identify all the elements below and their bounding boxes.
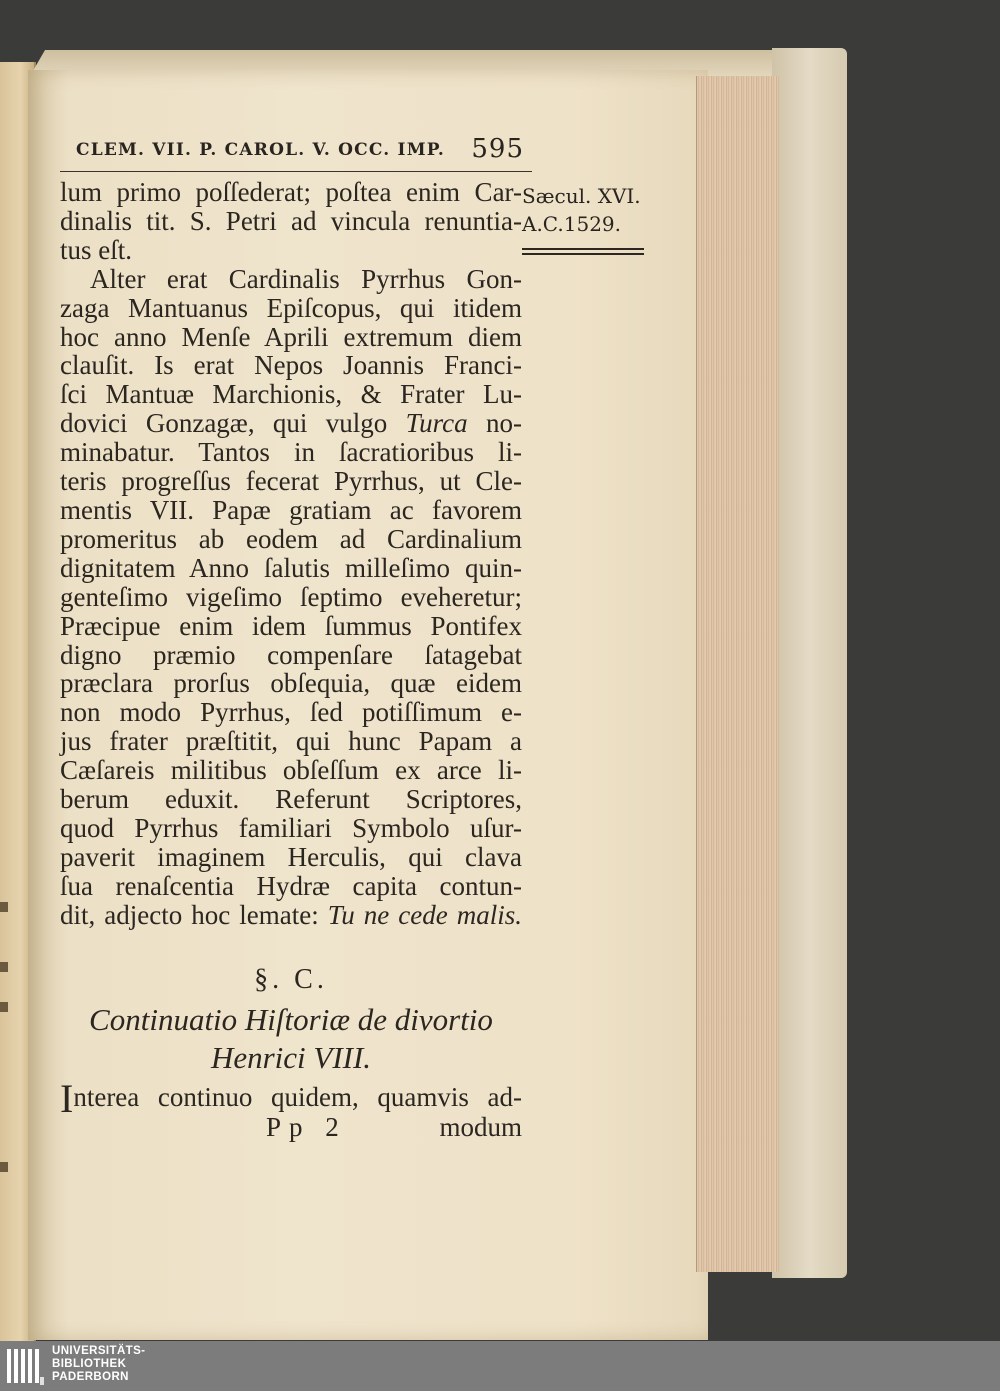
library-name-line: UNIVERSITÄTS- bbox=[52, 1345, 146, 1357]
text-line: dinalis tit. S. Petri ad vincula renuntia- bbox=[60, 205, 522, 236]
text-line: ſua renaſcentia Hydræ capita contun- bbox=[60, 870, 522, 901]
running-head-text: CLEM. VII. P. CAROL. V. OCC. IMP. bbox=[76, 140, 445, 160]
text-line: clauſit. Is erat Nepos Joannis Franci- bbox=[60, 350, 522, 381]
text-line: berum eduxit. Referunt Scriptores, bbox=[60, 784, 522, 815]
text-line bbox=[60, 901, 522, 930]
margin-note-year: A.C.1529. bbox=[522, 212, 622, 236]
signature-mark: Pp 2 bbox=[266, 1112, 347, 1142]
italic-word: Turca bbox=[405, 408, 468, 439]
text-line: jus frater præſtitit, qui hunc Papam a bbox=[60, 726, 522, 757]
page-mark bbox=[0, 1162, 8, 1172]
text-line: quod Pyrrhus familiari Symbolo uſur- bbox=[60, 812, 522, 843]
section-title-line: Continuatio Hiſtoriæ de divortio bbox=[89, 1002, 493, 1037]
text-line: minabatur. Tantos in ſacratioribus li- bbox=[60, 437, 522, 468]
text-line: genteſimo vigeſimo ſeptimo eveheretur; bbox=[60, 581, 522, 612]
italic-motto: Tu ne cede malis. bbox=[327, 899, 522, 930]
text-line: tus eſt. bbox=[60, 234, 132, 265]
library-name-line: PADERBORN bbox=[52, 1371, 129, 1383]
text-line: promeritus ab eodem ad Cardinalium bbox=[60, 523, 522, 554]
text-line: præclara prorſus obſequia, quæ eidem bbox=[60, 668, 522, 699]
text-line: zaga Mantuanus Epiſcopus, qui itidem bbox=[60, 292, 522, 323]
catchword: modum bbox=[439, 1112, 522, 1142]
catch-line bbox=[60, 1112, 522, 1142]
text-segment: dovici Gonzagæ, qui vulgo bbox=[60, 408, 406, 439]
text-segment: nterea continuo quidem, quamvis ad- bbox=[73, 1082, 522, 1112]
body-text bbox=[60, 178, 522, 930]
text-line: Alter erat Cardinalis Pyrrhus Gon- bbox=[90, 263, 522, 294]
text-line: paverit imaginem Herculis, qui clava bbox=[60, 841, 522, 872]
text-segment: no- bbox=[467, 408, 523, 439]
section-mark: §. C. bbox=[254, 964, 328, 995]
section-title-line: Henrici VIII. bbox=[210, 1040, 372, 1075]
library-name bbox=[52, 1345, 145, 1384]
running-head bbox=[76, 134, 536, 168]
text-line: mentis VII. Papæ gratiam ac favorem bbox=[60, 494, 522, 525]
text-line: teris progreſſus fecerat Pyrrhus, ut Cle- bbox=[60, 466, 522, 497]
text-segment: dit, adjecto hoc lemate: bbox=[60, 899, 328, 930]
book-cover bbox=[772, 48, 847, 1278]
text-line: lum primo poſſederat; poſtea enim Car- bbox=[60, 177, 522, 207]
margin-note-century: Sæcul. XVI. bbox=[522, 184, 641, 208]
page-mark bbox=[0, 902, 8, 912]
margin-note bbox=[522, 182, 648, 255]
page-edges bbox=[696, 76, 779, 1272]
library-logo-icon bbox=[6, 1347, 44, 1387]
library-footer bbox=[0, 1341, 1000, 1391]
head-rule bbox=[60, 171, 532, 172]
text-line: hoc anno Menſe Aprili extremum diem bbox=[60, 321, 522, 352]
section-text bbox=[60, 1076, 522, 1142]
text-line: dignitatem Anno ſalutis milleſimo quin- bbox=[60, 552, 522, 583]
page-number: 595 bbox=[471, 134, 524, 164]
text-line: non modo Pyrrhus, ſed potiſſimum e- bbox=[60, 697, 522, 728]
page-mark bbox=[0, 1002, 8, 1012]
margin-note-rule bbox=[522, 248, 644, 255]
text-line: Præcipue enim idem ſummus Pontifex bbox=[60, 610, 522, 641]
text-line bbox=[60, 409, 522, 438]
text-line bbox=[60, 1076, 522, 1121]
library-name-line: BIBLIOTHEK bbox=[52, 1358, 127, 1370]
page-mark bbox=[0, 962, 8, 972]
section-heading bbox=[60, 960, 522, 1076]
text-line: Cæſareis militibus obſeſſum ex arce li- bbox=[60, 755, 522, 786]
text-line: digno præmio compenſare ſatagebat bbox=[60, 639, 522, 670]
text-line: ſci Mantuæ Marchionis, & Frater Lu- bbox=[60, 379, 522, 410]
drop-cap: I bbox=[60, 1076, 74, 1121]
